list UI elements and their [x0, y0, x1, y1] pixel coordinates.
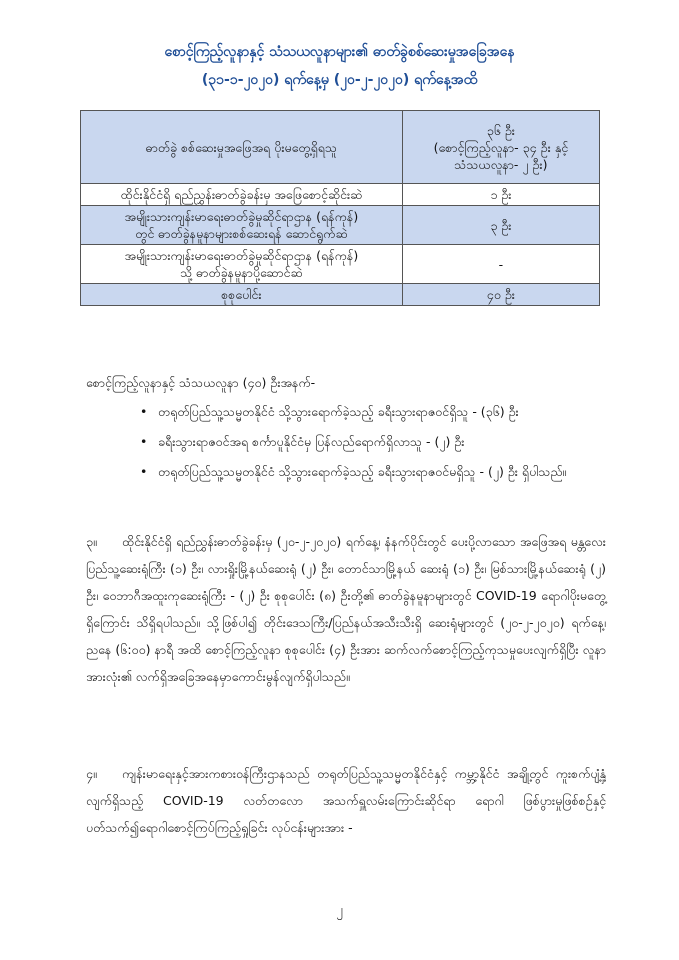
paragraph-number: ၄။	[86, 766, 97, 781]
table-cell-value: ၃၆ ဦး (စောင့်ကြည့်လူနာ- ၃၄ ဦး နှင့် သံသယလူနာ- ၂ ဦး)	[402, 111, 599, 184]
title-line-2: (၃၁-၁-၂၀၂၀) ရက်နေ့မှ (၂၀-၂-၂၀၂၀) ရက်နေ့အထိ	[201, 72, 478, 88]
page-number: ၂	[336, 903, 343, 918]
table-cell-label: စုစုပေါင်း	[81, 284, 403, 306]
bullet-icon: •	[140, 404, 148, 419]
table-cell-value: ၃ ဦး	[402, 206, 599, 245]
paragraph-number: ၃။	[86, 534, 97, 549]
table-row	[81, 245, 600, 284]
bullet-icon: •	[140, 464, 148, 479]
table-cell-value: ၄၀ ဦး	[402, 284, 599, 306]
table-cell-value: ၁ ဦး	[402, 184, 599, 206]
list-item-text: တရုတ်ပြည်သူ့သမ္မတနိုင်ငံ သို့သွားရောက်ခဲ့သည့် ခရီးသွားရာဇဝင်မရှိသူ - (၂) ဦး ရှိပါသည်။	[158, 464, 567, 479]
intro-text: စောင့်ကြည့်လူနာနှင့် သံသယလူနာ (၄၀) ဦးအနက်-	[86, 375, 316, 390]
title-line-1: စောင့်ကြည့်လူနာနှင့် သံသယလူနာများ၏ ဓာတ်ခွဲစစ်ဆေးမှုအခြေအနေ	[164, 44, 515, 60]
paragraph-3	[86, 528, 606, 690]
bullet-icon: •	[140, 434, 148, 449]
bullet-list	[140, 398, 610, 488]
table-row	[81, 206, 600, 245]
list-item	[140, 428, 610, 455]
list-item	[140, 398, 610, 425]
table-cell-label: ထိုင်းနိုင်ငံရှိ ရည်ညွှန်းဓာတ်ခွဲခန်းမှ အဖြေစောင့်ဆိုင်းဆဲ	[81, 184, 403, 206]
table-cell-label: အမျိုးသားကျန်းမာရေးဓာတ်ခွဲမှုဆိုင်ရာဌာန (ရန်ကုန်) သို့ ဓာတ်ခွဲနမူနာပို့ဆောင်ဆဲ	[81, 245, 403, 284]
table-cell-label: ဓာတ်ခွဲ စစ်ဆေးမှုအဖြေအရ ပိုးမတွေ့ရှိရသူ	[81, 111, 403, 184]
summary-table	[80, 110, 600, 306]
table-row	[81, 184, 600, 206]
paragraph-4	[86, 760, 606, 841]
paragraph-text: ထိုင်းနိုင်ငံရှိ ရည်ညွှန်းဓာတ်ခွဲခန်းမှ (၂၀-၂-၂၀၂၀) ရက်နေ့၊ နံနက်ပိုင်းတွင် ပေးပို့လာသော အဖြေအရ မန္တလေးပြည်သူ့ဆေးရုံကြီး (၁) ဦး၊ လားရှိုးမြို့နယ်ဆေးရုံ (၂) ဦး၊ တောင်သာမြို့နယ် ဆေးရုံ (၁) ဦး၊ မြစ်သားမြို့နယ်ဆေးရုံ (၂) ဦး၊ ဝေဘာဂီအထူးကုဆေးရုံကြီး - (၂) ဦး စုစုပေါင်း (၈) ဦးတို့၏ ဓာတ်ခွဲနမူနာများတွင် COVID-19 ရောဂါပိုးမတွေ့ရှိကြောင်း သိရှိရပါသည်။ သို့ဖြစ်ပါ၍ တိုင်းဒေသကြီး/ပြည်နယ်အသီးသီးရှိ ဆေးရုံများတွင် (၂၀-၂-၂၀၂၀) ရက်နေ့၊ ညနေ (၆:၀၀) နာရီ အထိ စောင့်ကြည့်လူနာ စုစုပေါင်း (၄) ဦးအား ဆက်လက်စောင့်ကြည့်ကုသမှုပေးလျက်ရှိပြီး လူနာ အားလုံး၏ လက်ရှိအခြေအနေမှာကောင်းမွန်လျက်ရှိပါသည်။	[86, 534, 606, 684]
list-item	[140, 458, 610, 485]
table-cell-value: -	[402, 245, 599, 284]
table-cell-label: အမျိုးသားကျန်းမာရေးဓာတ်ခွဲမှုဆိုင်ရာဌာန (ရန်ကုန်) တွင် ဓာတ်ခွဲနမူနာများစစ်ဆေးရန် ဆောင်ရွက်ဆဲ	[81, 206, 403, 245]
paragraph-text: ကျန်းမာရေးနှင့်အားကစားဝန်ကြီးဌာနသည် တရုတ်ပြည်သူ့သမ္မတနိုင်ငံနှင့် ကမ္ဘာ့နိုင်ငံ အချို့တွင် ကူးစက်ပျံ့နှံ့လျက်ရှိသည့် COVID-19 လတ်တလော အသက်ရှူလမ်းကြောင်းဆိုင်ရာ ရောဂါ ဖြစ်ပွားမှုဖြစ်စဉ်နှင့်ပတ်သက်၍ရောဂါစောင့်ကြပ်ကြည့်ရှုခြင်း လုပ်ငန်းများအား -	[86, 766, 606, 835]
table-row	[81, 111, 600, 184]
list-item-text: တရုတ်ပြည်သူ့သမ္မတနိုင်ငံ သို့သွားရောက်ခဲ့သည့် ခရီးသွားရာဇဝင်ရှိသူ - (၃၆) ဦး	[158, 404, 519, 419]
table-row	[81, 284, 600, 306]
list-item-text: ခရီးသွားရာဇဝင်အရ စင်္ကာပူနိုင်ငံမှ ပြန်လည်ရောက်ရှိလာသူ - (၂) ဦး	[158, 434, 465, 449]
